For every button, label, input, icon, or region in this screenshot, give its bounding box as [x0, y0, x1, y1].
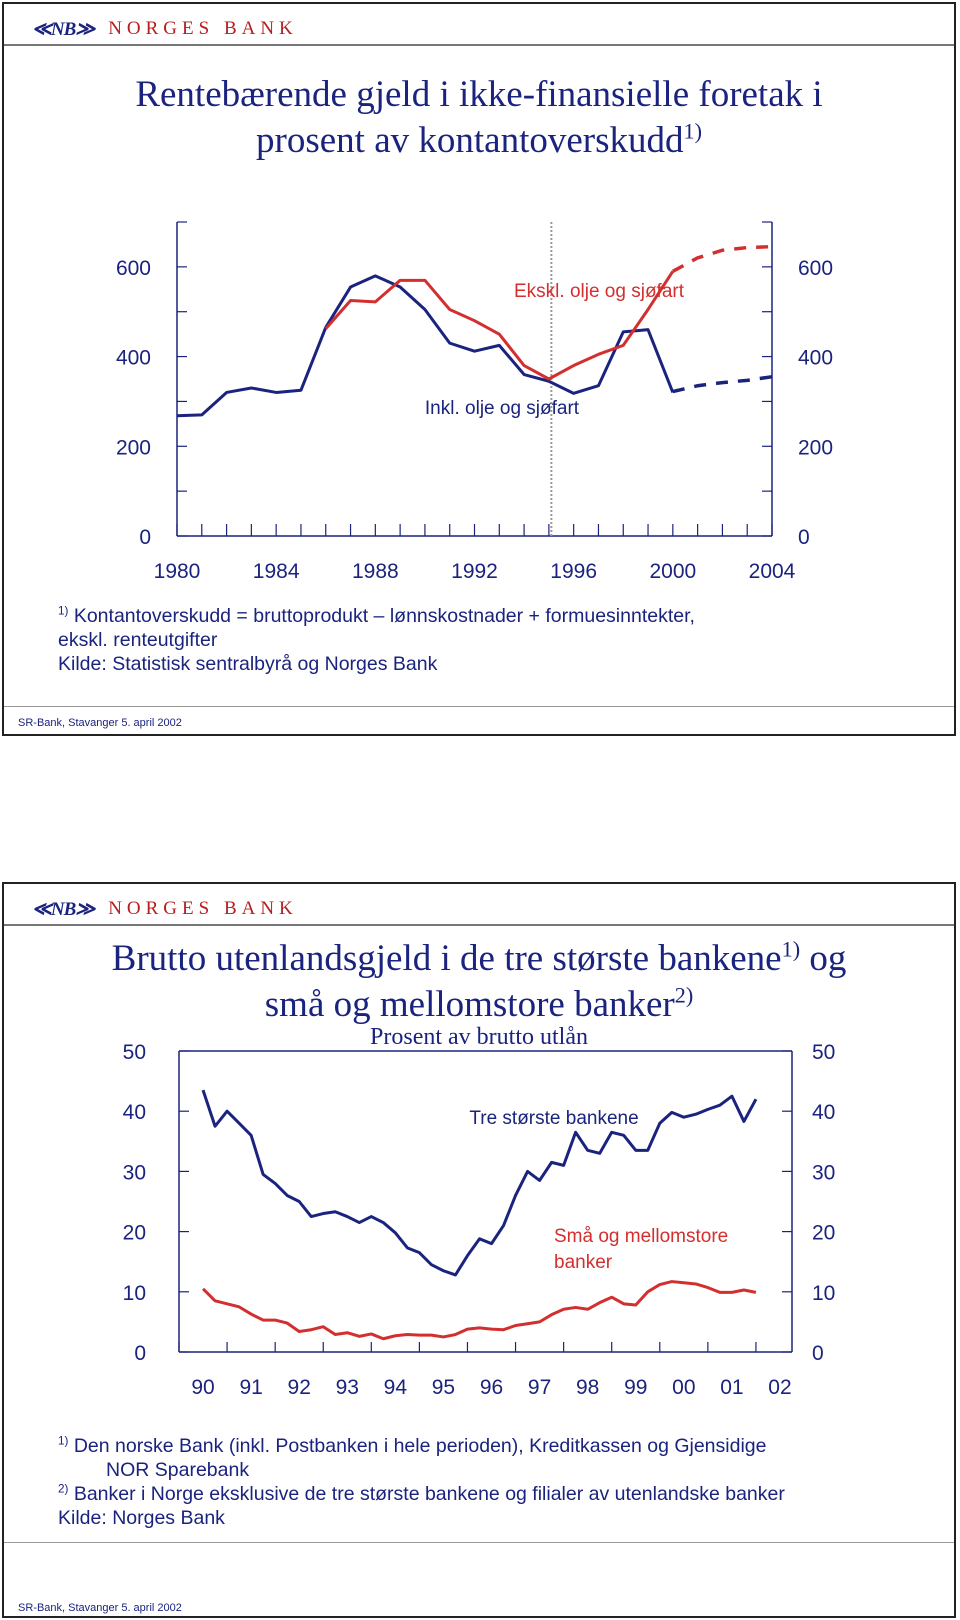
y-tick-label-left: 400	[115, 346, 151, 370]
label-sma-line1: Små og mellomstore	[554, 1226, 729, 1247]
chart1-title-footnote-mark: 1)	[683, 118, 702, 144]
slide-foreign-debt	[2, 882, 956, 1618]
series-ekskl-forecast	[673, 247, 772, 272]
x-tick-label: 02	[768, 1376, 792, 1399]
y-tick-label-right: 0	[812, 1342, 824, 1365]
chart2-notes	[58, 1434, 785, 1530]
chart1-notes	[58, 604, 695, 676]
y-tick-label-right: 200	[798, 436, 834, 460]
x-tick-label: 1980	[153, 560, 201, 583]
chart2-note1	[58, 1434, 785, 1458]
y-tick-label-left: 40	[122, 1101, 146, 1125]
label-inkl: Inkl. olje og sjøfart	[424, 398, 580, 419]
note1-text: Kontantoverskudd = bruttoprodukt – lønnskostnader + formuesinntekter,	[68, 605, 695, 627]
y-tick-label-left: 600	[115, 256, 151, 280]
x-tick-label: 1988	[351, 560, 399, 583]
y-tick-label-right: 600	[798, 256, 834, 280]
x-tick-label: 00	[672, 1376, 696, 1399]
brand-name: NORGES BANK	[108, 18, 298, 39]
note2-text: Banker i Norge eksklusive de tre største bankene og filialer av utenlandske banker	[68, 1483, 785, 1505]
nb-emblem-icon: ≪NB≫	[32, 18, 95, 40]
chart2-note1-cont: NOR Sparebank	[106, 1459, 250, 1481]
x-tick-label: 95	[431, 1376, 456, 1399]
brand-name: NORGES BANK	[108, 898, 298, 919]
y-tick-label-right: 0	[798, 526, 810, 549]
chart2-subtitle: Prosent av brutto utlån	[370, 1024, 588, 1050]
x-tick-label: 2004	[748, 560, 796, 583]
chart2-title-line1: Brutto utenlandsgjeld i de tre største bankene	[111, 938, 782, 979]
label-tre: Tre største bankene	[469, 1108, 639, 1129]
y-tick-label-right: 10	[812, 1281, 836, 1305]
chart1-note1-cont: ekskl. renteutgifter	[58, 629, 218, 651]
note1-text: Den norske Bank (inkl. Postbanken i hele perioden), Kreditkassen og Gjensidige	[68, 1435, 767, 1457]
x-tick-label: 94	[383, 1376, 408, 1399]
chart2-title-line2: små og mellomstore banker	[264, 984, 675, 1025]
x-tick-label: 1984	[252, 560, 300, 583]
y-tick-label-left: 0	[134, 1342, 146, 1365]
y-tick-label-right: 40	[812, 1101, 836, 1125]
slide-debt-ratio	[2, 2, 956, 736]
chart1-footer: SR-Bank, Stavanger 5. april 2002	[18, 717, 182, 729]
chart1-source: Kilde: Statistisk sentralbyrå og Norges Bank	[58, 653, 438, 675]
chart2-title-mark2: 2)	[674, 982, 694, 1008]
label-sma-line2: banker	[554, 1252, 613, 1273]
footer-rule	[4, 706, 954, 707]
x-tick-label: 96	[479, 1376, 504, 1399]
footer-rule	[4, 1542, 954, 1543]
note1-mark: 1)	[58, 604, 69, 618]
x-tick-label: 1992	[451, 560, 498, 583]
chart1-note1	[58, 604, 695, 628]
x-tick-label: 91	[239, 1376, 263, 1399]
note1-mark: 1)	[58, 1434, 69, 1448]
y-tick-label-right: 400	[798, 346, 834, 370]
y-tick-label-left: 10	[122, 1281, 146, 1305]
chart2-source: Kilde: Norges Bank	[58, 1507, 225, 1529]
y-tick-label-left: 200	[115, 436, 151, 460]
y-tick-label-right: 30	[812, 1161, 836, 1185]
x-tick-label: 98	[575, 1376, 600, 1399]
y-tick-label-left: 30	[122, 1161, 146, 1185]
x-tick-label: 93	[335, 1376, 359, 1399]
nb-emblem-icon: ≪NB≫	[32, 898, 95, 920]
note2-mark: 2)	[58, 1482, 69, 1496]
x-tick-label: 2000	[649, 560, 697, 583]
x-tick-label: 01	[720, 1376, 744, 1399]
x-tick-label: 97	[527, 1376, 552, 1399]
y-tick-label-right: 20	[812, 1221, 836, 1245]
series-sma-line	[203, 1282, 756, 1339]
x-tick-label: 90	[191, 1376, 215, 1399]
series-inkl-forecast	[673, 377, 772, 392]
y-tick-label-left: 50	[122, 1041, 146, 1064]
chart2-title-mark1: 1)	[781, 936, 801, 962]
y-tick-label-left: 20	[122, 1221, 146, 1245]
y-tick-label-right: 50	[812, 1041, 836, 1064]
x-tick-label: 1996	[550, 560, 598, 583]
chart1-title-line1: Rentebærende gjeld i ikke-finansielle foretak i	[135, 74, 823, 115]
x-tick-label: 99	[624, 1376, 648, 1399]
x-tick-label: 92	[287, 1376, 311, 1399]
chart2-note2	[58, 1482, 785, 1506]
label-ekskl: Ekskl. olje og sjøfart	[514, 281, 684, 302]
y-tick-label-left: 0	[139, 526, 151, 549]
chart2-title-after: og	[800, 938, 847, 979]
chart1-title-line2: prosent av kontantoverskudd	[256, 120, 684, 161]
chart2-footer: SR-Bank, Stavanger 5. april 2002	[18, 1602, 182, 1614]
